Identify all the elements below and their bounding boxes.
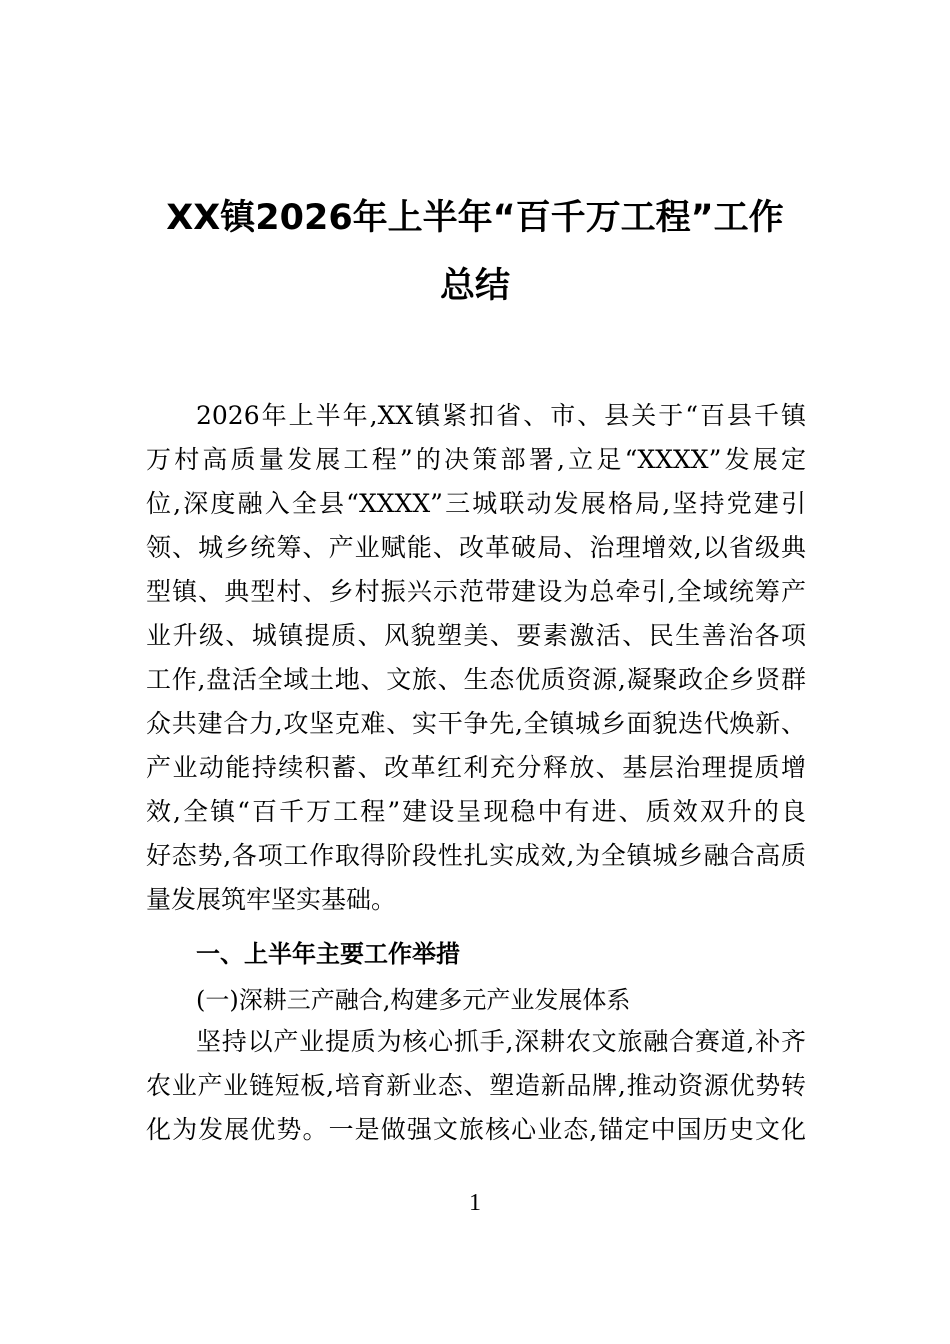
- paragraph-line: 2026年上半年,XX镇紧扣省、市、县关于“百县千镇: [196, 401, 806, 430]
- paragraph-line: 效,全镇“百千万工程”建设呈现稳中有进、质效双升的良: [146, 797, 806, 826]
- intro-paragraph: [146, 394, 806, 922]
- paragraph-line: 好态势,各项工作取得阶段性扎实成效,为全镇城乡融合高质: [146, 841, 806, 870]
- subsection-heading: (一)深耕三产融合,构建多元产业发展体系: [196, 986, 631, 1014]
- document-title-line-2: 总结: [439, 266, 510, 306]
- paragraph-line: 众共建合力,攻坚克难、实干争先,全镇城乡面貌迭代焕新、: [146, 709, 806, 738]
- paragraph-line: 型镇、典型村、乡村振兴示范带建设为总牵引,全域统筹产: [146, 577, 806, 606]
- paragraph-line: 化为发展优势。一是做强文旅核心业态,锚定中国历史文化: [146, 1115, 806, 1144]
- document-title-line-1: XX镇2026年上半年“百千万工程”工作: [166, 198, 784, 238]
- paragraph-line: 位,深度融入全县“XXXX”三城联动发展格局,坚持党建引: [146, 489, 806, 518]
- page-number: 1: [469, 1190, 481, 1216]
- paragraph-line: 坚持以产业提质为核心抓手,深耕农文旅融合赛道,补齐: [196, 1027, 806, 1056]
- paragraph-line: 工作,盘活全域土地、文旅、生态优质资源,凝聚政企乡贤群: [146, 665, 806, 694]
- paragraph-line: 万村高质量发展工程”的决策部署,立足“XXXX”发展定: [146, 445, 806, 474]
- paragraph-line: 领、城乡统筹、产业赋能、改革破局、治理增效,以省级典: [146, 533, 806, 562]
- paragraph-line: 量发展筑牢坚实基础。: [146, 885, 397, 914]
- section-heading-1: 一、上半年主要工作举措: [196, 940, 460, 968]
- paragraph-line: 产业动能持续积蓄、改革红利充分释放、基层治理提质增: [146, 753, 806, 782]
- section-paragraph: [146, 1020, 806, 1152]
- paragraph-line: 业升级、城镇提质、风貌塑美、要素激活、民生善治各项: [146, 621, 806, 650]
- paragraph-line: 农业产业链短板,培育新业态、塑造新品牌,推动资源优势转: [146, 1071, 806, 1100]
